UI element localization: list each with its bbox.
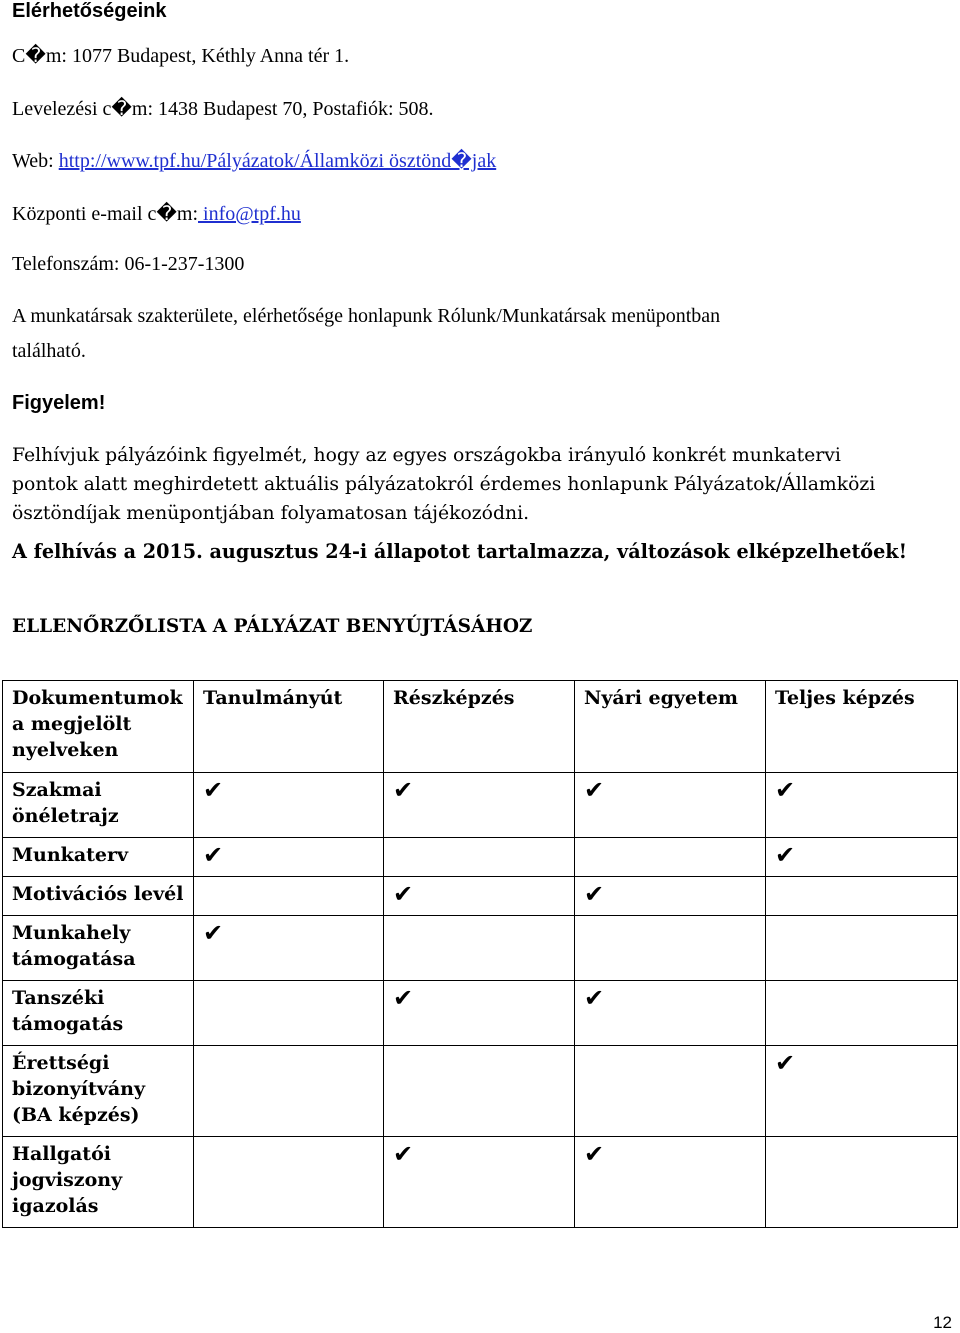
table-row [3, 838, 958, 877]
header-teljes-kepzes: Teljes képzés [766, 681, 958, 773]
empty-cell [766, 1137, 958, 1228]
empty-cell [575, 916, 766, 981]
address-line: C�m: 1077 Budapest, Kéthly Anna tér 1. [12, 45, 350, 67]
check-icon: ✔ [203, 776, 224, 804]
checked-cell [766, 773, 958, 838]
notice-title: Figyelem! [12, 392, 106, 414]
check-icon: ✔ [393, 880, 414, 908]
checked-cell [384, 877, 575, 916]
table-row [3, 981, 958, 1046]
notice-body-line-3: ösztöndíjak menüpontjában folyamatosan tájékozódni. [12, 503, 530, 524]
checked-cell [575, 981, 766, 1046]
check-icon: ✔ [584, 880, 605, 908]
header-tanulmanyut: Tanulmányút [194, 681, 384, 773]
header-documents: Dokumentumok a megjelölt nyelveken [3, 681, 194, 773]
email-link[interactable]: info@tpf.hu [198, 203, 301, 225]
staff-info-line-2: található. [12, 340, 86, 362]
header-nyari-egyetem: Nyári egyetem [575, 681, 766, 773]
table-row [3, 1046, 958, 1137]
checked-cell [194, 773, 384, 838]
checked-cell [194, 838, 384, 877]
document-name-cell: Motivációs levél [3, 877, 194, 916]
checked-cell [575, 877, 766, 916]
check-icon: ✔ [775, 841, 796, 869]
document-name-cell: Munkahely támogatása [3, 916, 194, 981]
check-icon: ✔ [584, 776, 605, 804]
empty-cell [766, 877, 958, 916]
checklist-header-row [3, 681, 958, 773]
document-name-cell: Szakmai önéletrajz [3, 773, 194, 838]
check-icon: ✔ [584, 1140, 605, 1168]
checked-cell [766, 1046, 958, 1137]
check-icon: ✔ [393, 984, 414, 1012]
checklist-table [2, 680, 958, 1228]
checked-cell [194, 916, 384, 981]
web-link[interactable]: http://www.tpf.hu/Pályázatok/Államközi ösztönd�jak [58, 150, 497, 172]
notice-body-line-2: pontok alatt meghirdetett aktuális pályázatokról érdemes honlapunk Pályázatok/Államközi [12, 474, 876, 495]
empty-cell [766, 916, 958, 981]
web-label: Web: [12, 150, 59, 172]
check-icon: ✔ [203, 841, 224, 869]
email-label: Központi e-mail c�m: [12, 203, 199, 225]
checked-cell [384, 981, 575, 1046]
checked-cell [575, 773, 766, 838]
page-number: 12 [933, 1313, 952, 1332]
postal-address-line: Levelezési c�m: 1438 Budapest 70, Postafiók: 508. [12, 98, 434, 120]
table-row [3, 877, 958, 916]
empty-cell [384, 916, 575, 981]
document-name-cell: Érettségi bizonyítvány (BA képzés) [3, 1046, 194, 1137]
table-row [3, 1137, 958, 1228]
phone-line: Telefonszám: 06-1-237-1300 [12, 253, 245, 275]
check-icon: ✔ [584, 984, 605, 1012]
empty-cell [384, 1046, 575, 1137]
checklist-title: ELLENŐRZŐLISTA A PÁLYÁZAT BENYÚJTÁSÁHOZ [12, 616, 533, 637]
table-row [3, 916, 958, 981]
contacts-heading: Elérhetőségeink [12, 0, 167, 22]
empty-cell [766, 981, 958, 1046]
document-name-cell: Hallgatói jogviszony igazolás [3, 1137, 194, 1228]
empty-cell [575, 1046, 766, 1137]
empty-cell [194, 981, 384, 1046]
checked-cell [575, 1137, 766, 1228]
empty-cell [384, 838, 575, 877]
staff-info-line-1: A munkatársak szakterülete, elérhetősége honlapunk Rólunk/Munkatársak menüpontban [12, 305, 721, 327]
document-name-cell: Tanszéki támogatás [3, 981, 194, 1046]
empty-cell [575, 838, 766, 877]
document-name-cell: Munkaterv [3, 838, 194, 877]
check-icon: ✔ [203, 919, 224, 947]
checked-cell [384, 1137, 575, 1228]
check-icon: ✔ [775, 1049, 796, 1077]
notice-status-line: A felhívás a 2015. augusztus 24-i állapotot tartalmazza, változások elképzelhetőek! [12, 540, 908, 563]
email-line [12, 201, 301, 226]
check-icon: ✔ [775, 776, 796, 804]
empty-cell [194, 1046, 384, 1137]
header-reszkepzes: Részképzés [384, 681, 575, 773]
check-icon: ✔ [393, 1140, 414, 1168]
web-line [12, 148, 496, 173]
check-icon: ✔ [393, 776, 414, 804]
checked-cell [766, 838, 958, 877]
checklist-table-body [3, 681, 958, 1228]
table-row [3, 773, 958, 838]
notice-body-line-1: Felhívjuk pályázóink figyelmét, hogy az egyes országokba irányuló konkrét munkatervi [12, 445, 841, 466]
empty-cell [194, 1137, 384, 1228]
empty-cell [194, 877, 384, 916]
checked-cell [384, 773, 575, 838]
